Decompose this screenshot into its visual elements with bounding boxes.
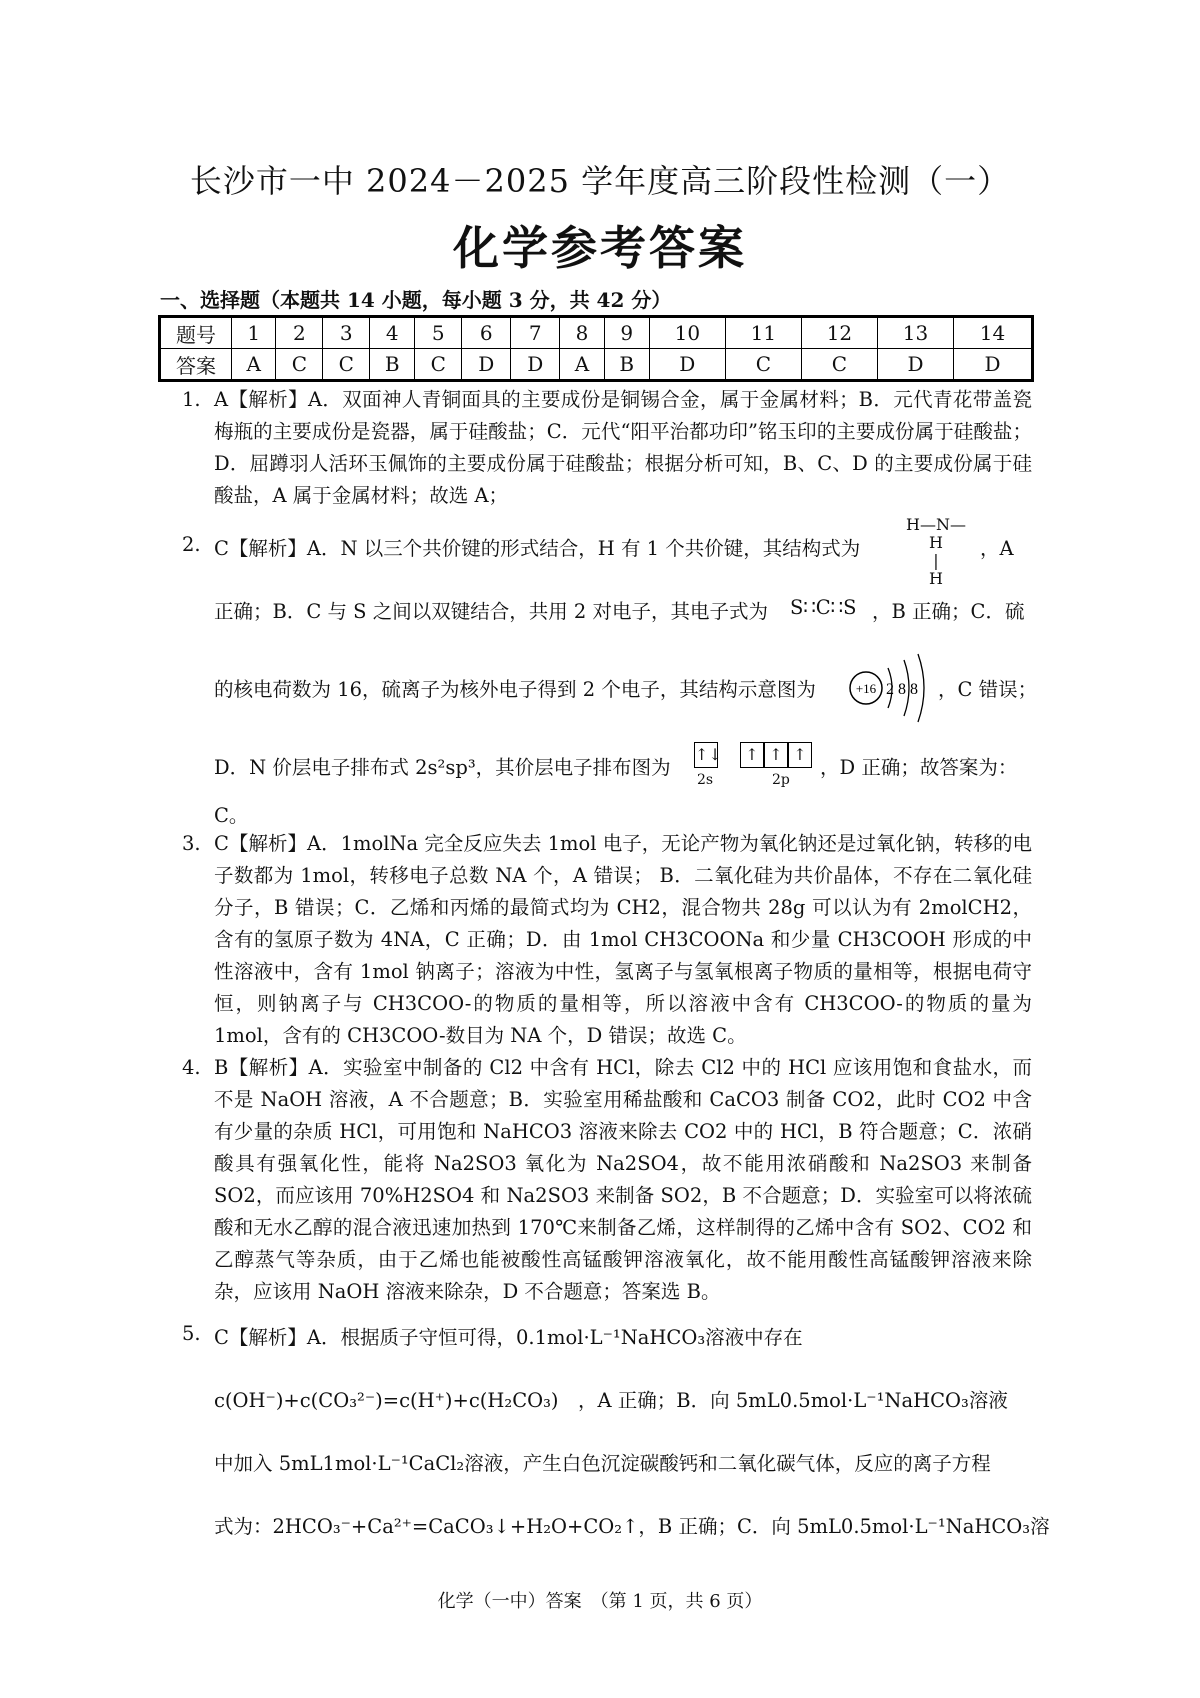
orbital-box: ↑↓ <box>694 742 718 768</box>
question-number-row <box>160 317 1033 349</box>
solution-5-line-1: C【解析】A．根据质子守恒可得，0.1mol·L⁻¹NaHCO₃溶液中存在 <box>214 1326 803 1349</box>
solution-2-line-1: C【解析】A．N 以三个共价键的形式结合，H 有 1 个共价键，其结构式为 <box>214 537 861 560</box>
solution-2-line-5: C。 <box>214 804 249 827</box>
cs2-electron-formula: S∷C∷S <box>790 596 857 619</box>
answer-cell: D <box>462 349 511 381</box>
question-number: 14 <box>953 317 1032 349</box>
answer-row <box>160 349 1033 381</box>
answer-cell: D <box>877 349 953 381</box>
question-number: 4 <box>370 317 415 349</box>
question-number: 9 <box>604 317 649 349</box>
question-number: 13 <box>877 317 953 349</box>
solution-2-line-3-end: ，C 错误； <box>938 678 1038 701</box>
orbital-box: ↑ <box>788 742 812 768</box>
orbital-2p <box>740 742 812 768</box>
nucleus-charge: +16 <box>855 681 877 696</box>
solution-number: 1. <box>182 388 201 411</box>
question-number: 2 <box>276 317 323 349</box>
solution-5-line-2: c(OH⁻)+c(CO₃²⁻)=c(H⁺)+c(H₂CO₃) ，A 正确；B．向 5mL0.5mol·L⁻¹NaHCO₃溶液 <box>214 1389 1008 1412</box>
question-number: 6 <box>462 317 511 349</box>
orbital-box: ↑ <box>764 742 788 768</box>
solution-number: 5. <box>182 1322 201 1345</box>
answer-cell: D <box>649 349 725 381</box>
question-number: 12 <box>801 317 877 349</box>
answer-cell: C <box>323 349 370 381</box>
nh3-top: H—N—H <box>906 515 966 552</box>
answer-cell: C <box>415 349 462 381</box>
question-number: 5 <box>415 317 462 349</box>
orbital-box: ↑ <box>740 742 764 768</box>
question-number: 3 <box>323 317 370 349</box>
answer-cell: C <box>276 349 323 381</box>
exam-title: 长沙市一中 2024－2025 学年度高三阶段性检测（一） <box>189 162 1011 200</box>
question-number: 8 <box>560 317 604 349</box>
solution-2-line-4: D．N 价层电子排布式 2s²sp³，其价层电子排布图为 <box>214 756 671 779</box>
nh3-bond: | <box>933 551 939 570</box>
answer-cell: A <box>560 349 604 381</box>
solution-number: 3. <box>182 832 201 855</box>
answer-cell: D <box>953 349 1032 381</box>
solution-2-line-4-end: ，D 正确；故答案为： <box>820 756 1018 779</box>
answer-cell: C <box>801 349 877 381</box>
solution-2-line-1-end: ，A <box>980 537 1014 560</box>
answer-cell: B <box>604 349 649 381</box>
row-label-question: 题号 <box>160 317 232 349</box>
label-2p: 2p <box>772 772 790 788</box>
question-number: 1 <box>232 317 276 349</box>
document-title: 化学参考答案 <box>453 221 747 275</box>
question-number: 11 <box>725 317 801 349</box>
solution-2-line-2-end: ，B 正确；C．硫 <box>872 600 1025 623</box>
nh3-bottom: H <box>929 569 943 588</box>
solution-4 <box>182 1052 1032 1308</box>
label-2s: 2s <box>697 772 714 788</box>
solution-2-line-2: 正确；B．C 与 S 之间以双键结合，共用 2 对电子，其电子式为 <box>214 600 769 623</box>
question-number: 7 <box>511 317 560 349</box>
row-label-answer: 答案 <box>160 349 232 381</box>
question-number: 10 <box>649 317 725 349</box>
answer-cell: C <box>725 349 801 381</box>
solution-text: B【解析】A．实验室中制备的 Cl2 中含有 HCl，除去 Cl2 中的 HCl 应该用饱和食盐水，而不是 NaOH 溶液，A 不合题意；B．实验室用稀盐酸和 CaCO3 制备 CO2，此时 CO2 中含有少量的杂质 HCl，可用饱和 NaHCO3 溶液来除去 CO2 中的 HCl，B 符合题意；C．浓硝酸具有强氧化性，能将 Na2SO3 氧化为 Na2SO4，故不能用浓硝酸和 Na2SO3 来制备 SO2，而应该用 70%H2SO4 和 Na2SO3 来制备 SO2，B 不合题意；D．实验室可以将浓硫酸和无水乙醇的混合液迅速加热到 170℃来制备乙烯，这样制得的乙烯中含有 SO2、CO2 和乙醇蒸气等杂质，由于乙烯也能被酸性高锰酸钾溶液氧化，故不能用酸性高锰酸钾溶液来除杂，应该用 NaOH 溶液来除杂，D 不合题意；答案选 B。 <box>214 1056 1032 1303</box>
solution-3 <box>182 828 1032 1052</box>
orbital-2s <box>694 742 722 768</box>
solution-number: 4. <box>182 1056 201 1079</box>
solution-number: 2. <box>182 533 201 556</box>
solution-text: C【解析】A．1molNa 完全反应失去 1mol 电子，无论产物为氧化钠还是过氧化钠，转移的电子数都为 1mol，转移电子总数 NA 个，A 错误； B．二氧化硅为共价晶体，不存在二氧化硅分子，B 错误；C．乙烯和丙烯的最简式均为 CH2，混合物共 28g 可以认为有 2molCH2，含有的氢原子数为 4NA，C 正确；D．由 1mol CH3COONa 和少量 CH3COOH 形成的中性溶液中，含有 1mol 钠离子；溶液为中性，氢离子与氢氧根离子物质的量相等，根据电荷守恒，则钠离子与 CH3COO-的物质的量相等，所以溶液中含有 CH3COO-的物质的量为 1mol，含有的 CH3COO-数目为 NA 个，D 错误；故选 C。 <box>214 832 1032 1047</box>
answer-cell: A <box>232 349 276 381</box>
solution-5-line-4: 式为：2HCO₃⁻+Ca²⁺=CaCO₃↓+H₂O+CO₂↑，B 正确；C．向 5mL0.5mol·L⁻¹NaHCO₃溶 <box>214 1515 1050 1538</box>
answer-cell: B <box>370 349 415 381</box>
electron-shells: 2 8 8 <box>886 681 918 698</box>
solution-1 <box>182 384 1032 512</box>
solution-text: A【解析】A．双面神人青铜面具的主要成份是铜锡合金，属于金属材料；B．元代青花带盖瓷梅瓶的主要成份是瓷器，属于硅酸盐；C．元代“阳平治都功印”铭玉印的主要成份属于硅酸盐；D．屈蹲羽人活环玉佩饰的主要成份属于硅酸盐；根据分析可知，B、C、D 的主要成份属于硅酸盐，A 属于金属材料；故选 A； <box>214 388 1032 507</box>
page-footer: 化学（一中）答案 （第 1 页，共 6 页） <box>437 1591 763 1612</box>
section-heading: 一、选择题（本题共 14 小题，每小题 3 分，共 42 分） <box>160 288 672 312</box>
solution-2-line-3: 的核电荷数为 16，硫离子为核外电子得到 2 个电子，其结构示意图为 <box>214 678 816 701</box>
solution-5-line-3: 中加入 5mL1mol·L⁻¹CaCl₂溶液，产生白色沉淀碳酸钙和二氧化碳气体，反应的离子方程 <box>214 1452 991 1475</box>
sulfide-ion-diagram <box>846 650 930 726</box>
nh3-structural-formula <box>906 516 966 588</box>
answer-key-table <box>158 315 1034 382</box>
answer-cell: D <box>511 349 560 381</box>
